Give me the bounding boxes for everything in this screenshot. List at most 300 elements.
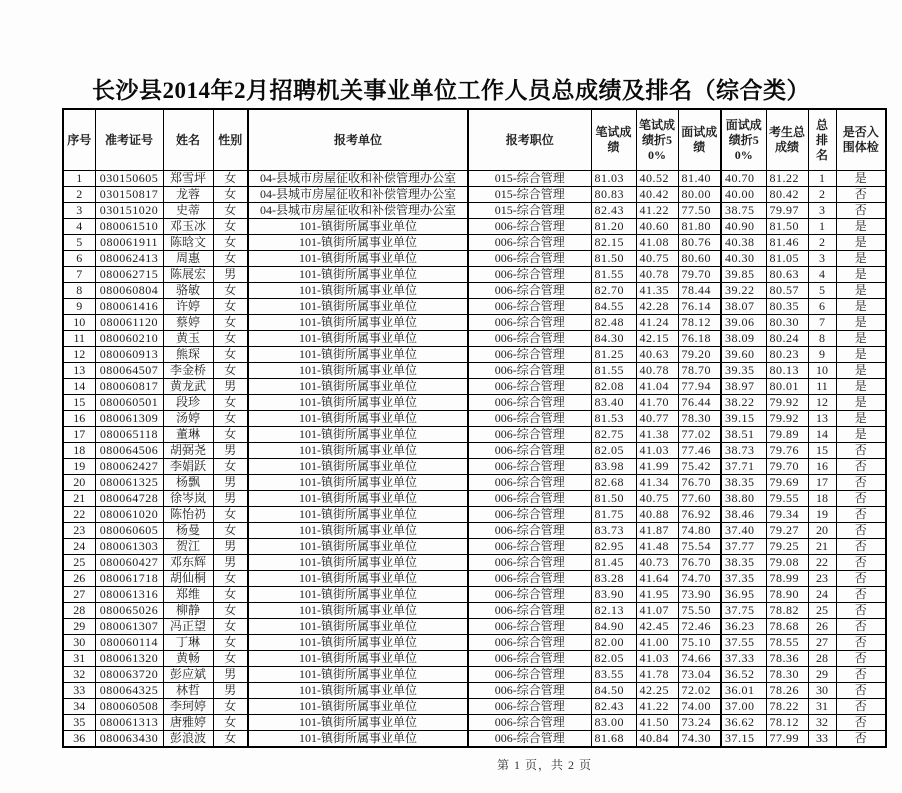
- table-cell: 82.43: [591, 699, 636, 715]
- table-cell: 78.30: [678, 411, 721, 427]
- table-cell: 79.20: [678, 347, 721, 363]
- table-cell: 04-县城市房屋征收和补偿管理办公室: [248, 203, 468, 219]
- page-title: 长沙县2014年2月招聘机关事业单位工作人员总成绩及排名（综合类）: [92, 78, 810, 103]
- table-cell: 37.00: [721, 699, 766, 715]
- table-cell: 男: [213, 443, 248, 459]
- table-cell: 78.30: [766, 667, 808, 683]
- table-cell: 81.50: [591, 491, 636, 507]
- table-cell: 006-综合管理: [468, 491, 591, 507]
- table-row: [63, 523, 886, 539]
- table-cell: 76.14: [678, 299, 721, 315]
- table-cell: 3: [63, 203, 95, 219]
- table-cell: 080060427: [95, 555, 163, 571]
- table-cell: 006-综合管理: [468, 603, 591, 619]
- table-cell: 79.97: [766, 203, 808, 219]
- table-cell: 是: [836, 267, 886, 283]
- table-cell: 83.00: [591, 715, 636, 731]
- table-cell: 11: [808, 379, 836, 395]
- table-cell: 77.46: [678, 443, 721, 459]
- table-cell: 10: [808, 363, 836, 379]
- table-cell: 41.34: [636, 475, 678, 491]
- table-cell: 17: [808, 475, 836, 491]
- table-cell: 006-综合管理: [468, 395, 591, 411]
- table-cell: 101-镇街所属事业单位: [248, 427, 468, 443]
- table-cell: 蔡婷: [163, 315, 213, 331]
- table-cell: 40.70: [721, 171, 766, 187]
- column-header: 笔试成绩: [591, 109, 636, 171]
- table-cell: 81.55: [591, 267, 636, 283]
- table-cell: 女: [213, 251, 248, 267]
- table-cell: 015-综合管理: [468, 203, 591, 219]
- table-cell: 101-镇街所属事业单位: [248, 555, 468, 571]
- table-cell: 30: [808, 683, 836, 699]
- table-cell: 080061911: [95, 235, 163, 251]
- table-cell: 79.70: [766, 459, 808, 475]
- table-cell: 男: [213, 491, 248, 507]
- table-cell: 81.80: [678, 219, 721, 235]
- table-row: [63, 683, 886, 699]
- table-cell: 女: [213, 651, 248, 667]
- table-cell: 36.62: [721, 715, 766, 731]
- table-cell: 080060114: [95, 635, 163, 651]
- table-cell: 77.02: [678, 427, 721, 443]
- table-cell: 101-镇街所属事业单位: [248, 699, 468, 715]
- table-cell: 否: [836, 555, 886, 571]
- table-cell: 20: [63, 475, 95, 491]
- table-row: [63, 363, 886, 379]
- table-cell: 41.22: [636, 203, 678, 219]
- table-cell: 40.78: [636, 267, 678, 283]
- column-header: 准考证号: [95, 109, 163, 171]
- table-cell: 否: [836, 651, 886, 667]
- table-cell: 女: [213, 235, 248, 251]
- table-cell: 83.98: [591, 459, 636, 475]
- table-cell: 女: [213, 459, 248, 475]
- table-cell: 81.46: [766, 235, 808, 251]
- table-cell: 39.06: [721, 315, 766, 331]
- table-cell: 080061120: [95, 315, 163, 331]
- table-cell: 006-综合管理: [468, 315, 591, 331]
- header-row: [63, 109, 886, 171]
- table-cell: 41.04: [636, 379, 678, 395]
- table-cell: 彭应斌: [163, 667, 213, 683]
- table-cell: 30: [63, 635, 95, 651]
- table-row: [63, 619, 886, 635]
- table-cell: 79.92: [766, 395, 808, 411]
- table-cell: 74.70: [678, 571, 721, 587]
- table-cell: 否: [836, 459, 886, 475]
- table-cell: 否: [836, 619, 886, 635]
- table-cell: 41.38: [636, 427, 678, 443]
- table-cell: 丁琳: [163, 635, 213, 651]
- table-cell: 101-镇街所属事业单位: [248, 731, 468, 748]
- table-cell: 女: [213, 203, 248, 219]
- table-cell: 否: [836, 539, 886, 555]
- column-header: 报考单位: [248, 109, 468, 171]
- table-cell: 6: [63, 251, 95, 267]
- table-cell: 76.18: [678, 331, 721, 347]
- table-cell: 13: [63, 363, 95, 379]
- table-cell: 80.00: [678, 187, 721, 203]
- table-cell: 38.75: [721, 203, 766, 219]
- table-cell: 29: [808, 667, 836, 683]
- table-cell: 006-综合管理: [468, 555, 591, 571]
- table-cell: 101-镇街所属事业单位: [248, 475, 468, 491]
- table-cell: 101-镇街所属事业单位: [248, 315, 468, 331]
- table-cell: 是: [836, 379, 886, 395]
- table-cell: 28: [63, 603, 95, 619]
- table-cell: 37.75: [721, 603, 766, 619]
- table-cell: 女: [213, 331, 248, 347]
- table-row: [63, 395, 886, 411]
- table-cell: 21: [808, 539, 836, 555]
- table-cell: 006-综合管理: [468, 683, 591, 699]
- table-cell: 6: [808, 299, 836, 315]
- table-cell: 79.34: [766, 507, 808, 523]
- table-cell: 21: [63, 491, 95, 507]
- table-cell: 龙蓉: [163, 187, 213, 203]
- table-cell: 37.77: [721, 539, 766, 555]
- table-cell: 79.27: [766, 523, 808, 539]
- table-cell: 16: [63, 411, 95, 427]
- table-cell: 006-综合管理: [468, 731, 591, 748]
- table-cell: 006-综合管理: [468, 235, 591, 251]
- table-cell: 101-镇街所属事业单位: [248, 715, 468, 731]
- table-cell: 29: [63, 619, 95, 635]
- table-row: [63, 475, 886, 491]
- table-cell: 101-镇街所属事业单位: [248, 523, 468, 539]
- table-cell: 101-镇街所属事业单位: [248, 667, 468, 683]
- table-cell: 林哲: [163, 683, 213, 699]
- table-cell: 男: [213, 379, 248, 395]
- table-cell: 35: [63, 715, 95, 731]
- table-cell: 20: [808, 523, 836, 539]
- table-cell: 080060605: [95, 523, 163, 539]
- table-cell: 女: [213, 731, 248, 748]
- table-cell: 74.66: [678, 651, 721, 667]
- table-cell: 101-镇街所属事业单位: [248, 379, 468, 395]
- table-cell: 006-综合管理: [468, 459, 591, 475]
- table-cell: 006-综合管理: [468, 635, 591, 651]
- table-cell: 83.28: [591, 571, 636, 587]
- table-cell: 否: [836, 507, 886, 523]
- table-cell: 80.60: [678, 251, 721, 267]
- table-cell: 女: [213, 395, 248, 411]
- table-cell: 冯正望: [163, 619, 213, 635]
- table-cell: 84.90: [591, 619, 636, 635]
- page-footer: 第 1 页，共 2 页: [497, 758, 593, 772]
- table-cell: 101-镇街所属事业单位: [248, 283, 468, 299]
- table-cell: 汤婷: [163, 411, 213, 427]
- table-cell: 是: [836, 299, 886, 315]
- table-cell: 84.50: [591, 683, 636, 699]
- table-cell: 006-综合管理: [468, 507, 591, 523]
- table-cell: 38.09: [721, 331, 766, 347]
- table-cell: 79.69: [766, 475, 808, 491]
- table-cell: 080061307: [95, 619, 163, 635]
- table-cell: 42.25: [636, 683, 678, 699]
- table-cell: 33: [808, 731, 836, 748]
- table-cell: 徐岑岚: [163, 491, 213, 507]
- table-cell: 006-综合管理: [468, 571, 591, 587]
- table-cell: 73.90: [678, 587, 721, 603]
- table-cell: 81.75: [591, 507, 636, 523]
- table-row: [63, 347, 886, 363]
- table-cell: 是: [836, 315, 886, 331]
- table-cell: 40.88: [636, 507, 678, 523]
- table-cell: 080060501: [95, 395, 163, 411]
- table-cell: 否: [836, 699, 886, 715]
- column-header: 报考职位: [468, 109, 591, 171]
- table-cell: 81.22: [766, 171, 808, 187]
- table-cell: 101-镇街所属事业单位: [248, 635, 468, 651]
- table-cell: 82.70: [591, 283, 636, 299]
- table-cell: 080065118: [95, 427, 163, 443]
- table-cell: 78.12: [678, 315, 721, 331]
- table-row: [63, 715, 886, 731]
- table-cell: 24: [808, 587, 836, 603]
- table-cell: 4: [63, 219, 95, 235]
- table-cell: 80.35: [766, 299, 808, 315]
- table-cell: 18: [808, 491, 836, 507]
- table-cell: 周惠: [163, 251, 213, 267]
- table-cell: 080063720: [95, 667, 163, 683]
- table-cell: 5: [63, 235, 95, 251]
- table-cell: 41.07: [636, 603, 678, 619]
- table-cell: 080061020: [95, 507, 163, 523]
- table-cell: 黄龙武: [163, 379, 213, 395]
- table-cell: 42.45: [636, 619, 678, 635]
- table-cell: 77.60: [678, 491, 721, 507]
- table-cell: 015-综合管理: [468, 171, 591, 187]
- table-cell: 80.23: [766, 347, 808, 363]
- table-cell: 39.22: [721, 283, 766, 299]
- table-row: [63, 555, 886, 571]
- table-cell: 37.33: [721, 651, 766, 667]
- table-cell: 41.03: [636, 651, 678, 667]
- table-cell: 女: [213, 699, 248, 715]
- table-cell: 79.89: [766, 427, 808, 443]
- table-cell: 女: [213, 603, 248, 619]
- table-cell: 女: [213, 283, 248, 299]
- table-cell: 80.30: [766, 315, 808, 331]
- table-cell: 42.15: [636, 331, 678, 347]
- table-row: [63, 587, 886, 603]
- table-cell: 38.80: [721, 491, 766, 507]
- table-cell: 23: [63, 523, 95, 539]
- table-cell: 38.97: [721, 379, 766, 395]
- table-cell: 006-综合管理: [468, 331, 591, 347]
- table-cell: 史蒂: [163, 203, 213, 219]
- table-cell: 2: [808, 235, 836, 251]
- table-cell: 006-综合管理: [468, 523, 591, 539]
- table-cell: 006-综合管理: [468, 299, 591, 315]
- table-cell: 006-综合管理: [468, 347, 591, 363]
- table-cell: 37.15: [721, 731, 766, 748]
- table-cell: 41.08: [636, 235, 678, 251]
- table-cell: 81.20: [591, 219, 636, 235]
- table-header: [63, 109, 886, 171]
- table-cell: 女: [213, 619, 248, 635]
- table-cell: 006-综合管理: [468, 539, 591, 555]
- table-cell: 19: [808, 507, 836, 523]
- table-cell: 41.00: [636, 635, 678, 651]
- table-cell: 101-镇街所属事业单位: [248, 539, 468, 555]
- table-body: [63, 171, 886, 748]
- table-cell: 39.85: [721, 267, 766, 283]
- table-cell: 27: [808, 635, 836, 651]
- table-cell: 38.35: [721, 475, 766, 491]
- table-cell: 81.40: [678, 171, 721, 187]
- table-cell: 006-综合管理: [468, 699, 591, 715]
- table-cell: 女: [213, 187, 248, 203]
- table-cell: 38.22: [721, 395, 766, 411]
- table-cell: 101-镇街所属事业单位: [248, 571, 468, 587]
- table-cell: 否: [836, 475, 886, 491]
- column-header: 总排名: [808, 109, 836, 171]
- table-cell: 006-综合管理: [468, 651, 591, 667]
- table-cell: 006-综合管理: [468, 443, 591, 459]
- table-cell: 女: [213, 363, 248, 379]
- table-cell: 080061510: [95, 219, 163, 235]
- table-cell: 15: [808, 443, 836, 459]
- table-cell: 否: [836, 683, 886, 699]
- table-cell: 78.90: [766, 587, 808, 603]
- column-header: 是否入围体检: [836, 109, 886, 171]
- table-cell: 080064728: [95, 491, 163, 507]
- table-cell: 83.73: [591, 523, 636, 539]
- table-row: [63, 571, 886, 587]
- table-cell: 女: [213, 411, 248, 427]
- table-cell: 80.42: [766, 187, 808, 203]
- table-cell: 否: [836, 587, 886, 603]
- table-cell: 080061313: [95, 715, 163, 731]
- table-cell: 78.12: [766, 715, 808, 731]
- table-cell: 080060913: [95, 347, 163, 363]
- table-cell: 是: [836, 395, 886, 411]
- column-header: 序号: [63, 109, 95, 171]
- table-cell: 1: [808, 219, 836, 235]
- table-cell: 080061718: [95, 571, 163, 587]
- table-cell: 101-镇街所属事业单位: [248, 587, 468, 603]
- table-cell: 否: [836, 491, 886, 507]
- table-cell: 74.00: [678, 699, 721, 715]
- table-row: [63, 539, 886, 555]
- table-cell: 73.04: [678, 667, 721, 683]
- table-cell: 77.94: [678, 379, 721, 395]
- table-cell: 101-镇街所属事业单位: [248, 651, 468, 667]
- table-cell: 26: [808, 619, 836, 635]
- table-cell: 女: [213, 299, 248, 315]
- column-header: 性别: [213, 109, 248, 171]
- table-cell: 2: [63, 187, 95, 203]
- table-cell: 是: [836, 427, 886, 443]
- table-cell: 41.24: [636, 315, 678, 331]
- table-row: [63, 331, 886, 347]
- table-cell: 81.53: [591, 411, 636, 427]
- table-cell: 76.92: [678, 507, 721, 523]
- table-cell: 否: [836, 635, 886, 651]
- table-cell: 否: [836, 715, 886, 731]
- table-row: [63, 187, 886, 203]
- table-row: [63, 459, 886, 475]
- table-cell: 陈展宏: [163, 267, 213, 283]
- table-cell: 81.55: [591, 363, 636, 379]
- table-cell: 78.44: [678, 283, 721, 299]
- table-cell: 81.68: [591, 731, 636, 748]
- table-cell: 是: [836, 347, 886, 363]
- table-cell: 40.63: [636, 347, 678, 363]
- table-cell: 否: [836, 187, 886, 203]
- table-cell: 80.13: [766, 363, 808, 379]
- table-cell: 74.80: [678, 523, 721, 539]
- table-cell: 22: [63, 507, 95, 523]
- table-row: [63, 235, 886, 251]
- table-cell: 78.55: [766, 635, 808, 651]
- table-cell: 女: [213, 635, 248, 651]
- table-cell: 006-综合管理: [468, 219, 591, 235]
- table-cell: 是: [836, 171, 886, 187]
- table-cell: 80.01: [766, 379, 808, 395]
- table-cell: 郑雪坪: [163, 171, 213, 187]
- table-cell: 83.40: [591, 395, 636, 411]
- table-cell: 段珍: [163, 395, 213, 411]
- table-cell: 41.03: [636, 443, 678, 459]
- table-cell: 17: [63, 427, 95, 443]
- table-cell: 33: [63, 683, 95, 699]
- table-cell: 080062427: [95, 459, 163, 475]
- column-header: 姓名: [163, 109, 213, 171]
- table-row: [63, 603, 886, 619]
- table-cell: 董琳: [163, 427, 213, 443]
- table-cell: 男: [213, 667, 248, 683]
- table-cell: 女: [213, 715, 248, 731]
- table-cell: 006-综合管理: [468, 667, 591, 683]
- table-cell: 36.23: [721, 619, 766, 635]
- table-cell: 37.71: [721, 459, 766, 475]
- table-cell: 030150605: [95, 171, 163, 187]
- table-cell: 男: [213, 475, 248, 491]
- table-cell: 080065026: [95, 603, 163, 619]
- table-cell: 否: [836, 523, 886, 539]
- table-cell: 81.45: [591, 555, 636, 571]
- table-cell: 73.24: [678, 715, 721, 731]
- table-cell: 19: [63, 459, 95, 475]
- table-cell: 72.46: [678, 619, 721, 635]
- table-cell: 82.08: [591, 379, 636, 395]
- table-cell: 38.73: [721, 443, 766, 459]
- table-cell: 37.55: [721, 635, 766, 651]
- table-cell: 40.42: [636, 187, 678, 203]
- table-cell: 男: [213, 555, 248, 571]
- table-cell: 1: [808, 171, 836, 187]
- table-cell: 彭浪波: [163, 731, 213, 748]
- table-cell: 男: [213, 267, 248, 283]
- table-cell: 76.70: [678, 555, 721, 571]
- table-cell: 101-镇街所属事业单位: [248, 683, 468, 699]
- table-cell: 030150817: [95, 187, 163, 203]
- table-cell: 40.75: [636, 251, 678, 267]
- table-cell: 82.48: [591, 315, 636, 331]
- table-row: [63, 411, 886, 427]
- table-cell: 82.95: [591, 539, 636, 555]
- table-cell: 81.50: [766, 219, 808, 235]
- table-cell: 是: [836, 219, 886, 235]
- table-cell: 080061309: [95, 411, 163, 427]
- table-cell: 女: [213, 587, 248, 603]
- table-row: [63, 667, 886, 683]
- table-cell: 31: [63, 651, 95, 667]
